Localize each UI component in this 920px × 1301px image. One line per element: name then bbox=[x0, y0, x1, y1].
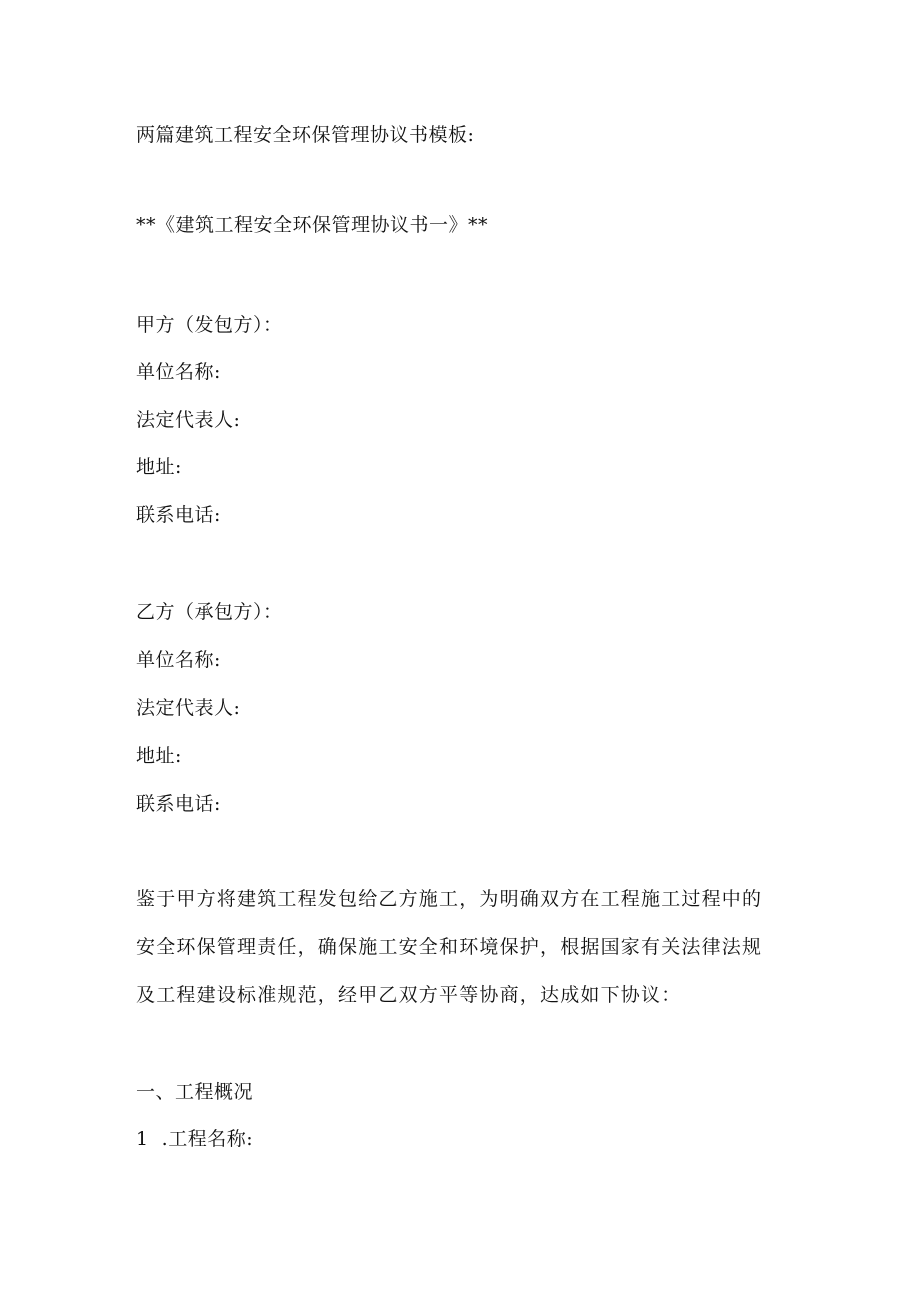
intro-line: 两篇建筑工程安全环保管理协议书模板: bbox=[136, 124, 475, 146]
party-a-title: 甲方（发包方）： bbox=[136, 314, 283, 336]
party-b-legal-rep: 法定代表人: bbox=[136, 697, 241, 719]
item-1-project-name: 1 .工程名称: bbox=[136, 1128, 254, 1150]
preamble-line: 鉴于甲方将建筑工程发包给乙方施工，为明确双方在工程施工过程中的 bbox=[136, 888, 763, 910]
preamble-line: 及工程建设标准规范，经甲乙双方平等协商，达成如下协议： bbox=[136, 984, 682, 1006]
party-a-address: 地址: bbox=[136, 456, 182, 478]
party-a-unit-name: 单位名称: bbox=[136, 361, 221, 383]
party-b-unit-name: 单位名称: bbox=[136, 649, 221, 671]
party-b-address: 地址: bbox=[136, 745, 182, 767]
agreement-heading: **《建筑工程安全环保管理协议书一》** bbox=[136, 214, 489, 236]
preamble-line: 安全环保管理责任，确保施工安全和环境保护，根据国家有关法律法规 bbox=[136, 936, 763, 958]
party-a-legal-rep: 法定代表人: bbox=[136, 409, 241, 431]
party-b-phone: 联系电话: bbox=[136, 793, 221, 815]
party-b-title: 乙方（承包方）： bbox=[136, 601, 283, 623]
party-a-phone: 联系电话: bbox=[136, 504, 221, 526]
section-1-title: 一、工程概况 bbox=[136, 1081, 254, 1103]
